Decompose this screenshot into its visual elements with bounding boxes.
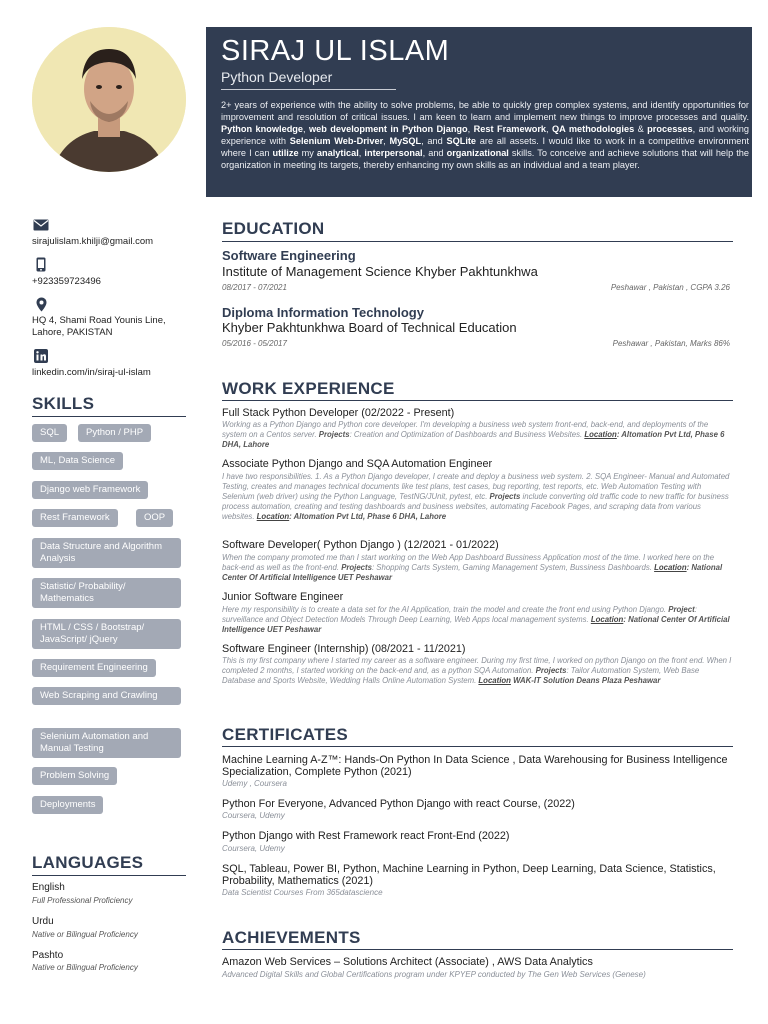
certificate-title: Python Django with Rest Framework react Front-End (2022) [222,830,510,842]
education-institution: Institute of Management Science Khyber Pakhtunkhwa [222,264,538,279]
language-name: Urdu [32,916,54,927]
skill-chip: Rest Framework [32,509,118,527]
education-details: Peshawar , Pakistan , CGPA 3.26 [610,283,730,292]
job-description: This is my first company where I started my career as a software engineer. During my first time, I worked on python Django on the front end. When I completed 2 months, I started working on the back-end and, as a python SQA Automation. Projects: Tailor Automation System, Web Base Database and Sports Website, Wedding Halls Online Automation System. Location WAK-IT Solution Deans Plaza Peshawar [222,656,732,685]
work-divider [222,400,733,401]
skill-chip: Deployments [32,796,103,814]
education-degree: Diploma Information Technology [222,305,424,320]
header-banner [206,27,752,197]
skill-chip: Selenium Automation and Manual Testing [32,728,181,758]
skill-chip: OOP [136,509,173,527]
skill-chip: Problem Solving [32,767,117,785]
job-title: Software Developer( Python Django ) (12/2021 - 01/2022) [222,539,499,551]
contact-address-line1: HQ 4, Shami Road Younis Line, [32,315,166,326]
skill-chip: HTML / CSS / Bootstrap/ JavaScript/ jQuery [32,619,181,649]
education-details: Peshawar , Pakistan, Marks 86% [612,339,730,348]
language-name: English [32,882,65,893]
achievements-heading: ACHIEVEMENTS [222,928,361,947]
certificate-title: SQL, Tableau, Power BI, Python, Machine Learning in Python, Deep Learning, Data Science, Statistics, Probability, Mathematics (2021) [222,863,716,887]
education-meta [222,283,730,292]
skill-chip: Data Structure and Algorithm Analysis [32,538,181,568]
skill-chip: Statistic/ Probability/ Mathematics [32,578,181,608]
contact-linkedin[interactable]: linkedin.com/in/siraj-ul-islam [32,367,151,378]
summary-text: 2+ years of experience with the ability to solve problems, be able to quickly grep complex systems, and identify opportunities for improvement and resolution of critical issues. I am keen to learn and implement new things to improve processes and quality. Python knowledge, web development in Python Django, Rest Framework, QA methodologies & processes, and working experience with Selenium Web-Driver, MySQL, and SQLite are all assets. I would like to work in a competitive environment where I can utilize my analytical, interpersonal, and organizational skills. To conceive and achieve solutions that will help the organization in meeting its targets, thereby enhancing my own skills as an individual and a team player. [221,100,750,170]
language-level: Native or Bilingual Proficiency [32,963,138,972]
location-pin-icon [36,297,47,312]
achievements-divider [222,949,733,950]
envelope-icon [33,219,49,231]
achievement-description: Advanced Digital Skills and Global Certifications program under KPYEP conducted by The Gen Web Services (Genese) [222,970,646,979]
job-title: Software Engineer (Internship) (08/2021 - 11/2021) [222,643,466,655]
certificates-heading: CERTIFICATES [222,725,349,744]
education-degree: Software Engineering [222,248,356,263]
linkedin-icon [34,349,48,363]
job-description: I have two responsibilities. 1. As a Python Django developer, I create and deploy a business web system. 2. SQA Engineer- Manual and Automated Testing, creates and manages technical documents like test plans, test cases, bug reporting, test reports, etc. Web Automation Testing with Selenium (web driver) using the Python Language, TestNG/JUnit, pytest, etc. Projects include converting old traffic code to new traffic for business process automation, creating and testing dashboards and business websites, automating Facebook Pages, and scraping data from various websites. Location: Altomation Pvt Ltd, Phase 6 DHA, Lahore [222,472,730,521]
header-divider [221,89,396,90]
profile-photo [32,27,186,172]
certificate-issuer: Coursera, Udemy [222,811,285,820]
skill-chip: SQL [32,424,67,442]
job-description: When the company promoted me than I start working on the Web App Dashboard Bussiness Application most of the time. I worked here on the back-end as well as the front-end. Projects: Shopping Carts System, Gaming Management System, Bussiness Dashboards. Location: National Center Of Artificial Intelligence UET Peshawar [222,553,723,582]
phone-icon [36,257,46,272]
contact-address-line2: Lahore, PAKISTAN [32,327,113,338]
education-meta [222,339,730,348]
contact-email[interactable]: sirajulislam.khilji@gmail.com [32,236,154,247]
education-divider [222,241,733,242]
certificate-issuer: Coursera, Udemy [222,844,285,853]
education-dates: 05/2016 - 05/2017 [222,339,287,348]
skills-heading: SKILLS [32,394,95,413]
contact-phone[interactable]: +923359723496 [32,276,101,287]
language-name: Pashto [32,950,64,961]
skill-chip: ML, Data Science [32,452,123,470]
language-level: Full Professional Proficiency [32,896,133,905]
job-title: Associate Python Django and SQA Automation Engineer [222,458,493,470]
education-institution: Khyber Pakhtunkhwa Board of Technical Education [222,320,517,335]
languages-divider [32,875,186,876]
education-dates: 08/2017 - 07/2021 [222,283,287,292]
certificate-issuer: Data Scientist Courses From 365datascience [222,888,383,897]
job-description: Here my responsibility is to create a data set for the AI Application, train the model and create the front end using Python Django. Project: surveillance and Object Detection Models Through Deep Learning, Web Apps local management systems. Location: National Center Of Artificial Intelligence UET Peshawar [222,605,730,634]
language-level: Native or Bilingual Proficiency [32,930,138,939]
languages-heading: LANGUAGES [32,853,144,872]
certificate-title: Python For Everyone, Advanced Python Django with react Course, (2022) [222,798,575,810]
certificate-title: Machine Learning A-Z™: Hands-On Python In Data Science , Data Warehousing for Business Intelligence Specialization, Complete Python (2021) [222,754,728,778]
education-heading: EDUCATION [222,219,325,238]
job-title: Python Developer [221,69,333,85]
skill-chip: Python / PHP [78,424,151,442]
skill-chip: Django web Framework [32,481,148,499]
skill-chip: Requirement Engineering [32,659,156,677]
achievement-title: Amazon Web Services – Solutions Architect (Associate) , AWS Data Analytics [222,956,593,968]
job-description: Working as a Python Django and Python core developer. I'm developing a business web system front-end, back-end, and deployments of the system on a Centos server. Projects: Creation and Optimization of Dashboards and Business Websites. Location: Altomation Pvt Ltd, Phase 6 DHA, Lahore [222,420,725,449]
candidate-name: SIRAJ UL ISLAM [221,35,450,67]
work-heading: WORK EXPERIENCE [222,379,395,398]
job-title: Junior Software Engineer [222,591,344,603]
certificates-divider [222,746,733,747]
certificate-issuer: Udemy , Coursera [222,779,287,788]
job-title: Full Stack Python Developer (02/2022 - Present) [222,407,455,419]
skill-chip: Web Scraping and Crawling [32,687,181,705]
skills-divider [32,416,186,417]
